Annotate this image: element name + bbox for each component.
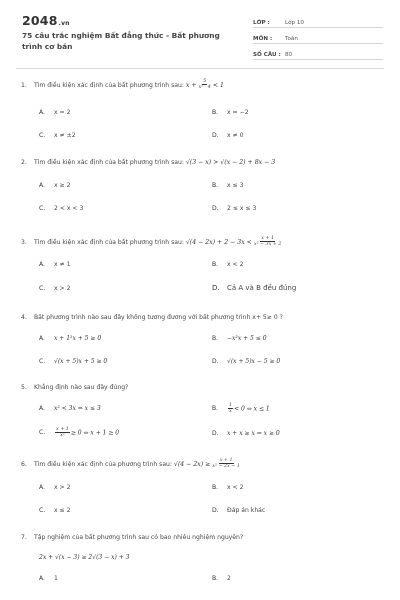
question-stem: 5. Khẳng định nào sau đây đúng? xyxy=(21,384,129,391)
meta-value: Lớp 10 xyxy=(285,20,304,26)
option-c[interactable]: C. √(x + 5)x + 5 ≥ 0 xyxy=(39,358,108,365)
question-stem: 7. Tập nghiệm của bất phương trình sau có bao nhiêu nghiệm nguyên? xyxy=(21,534,244,541)
question-4 xyxy=(21,313,381,375)
option-b[interactable]: B. x ≤ 3 xyxy=(212,182,244,189)
meta-info xyxy=(253,14,383,62)
option-d[interactable]: D. x + x ≥ x ⇔ x ≥ 0 xyxy=(212,430,280,437)
option-a[interactable]: A. x² < 3x ⇔ x ≤ 3 xyxy=(39,405,101,412)
option-c[interactable]: C. x ≤ 2 xyxy=(39,507,71,514)
page-title: 75 câu trắc nghiệm Bất đẳng thức - Bất phương trình cơ bản xyxy=(22,31,220,51)
meta-value: Toán xyxy=(285,36,298,42)
option-d[interactable]: D. Đáp án khác xyxy=(212,507,266,514)
option-a[interactable]: A. x ≥ 2 xyxy=(39,182,71,189)
question-stem: 4. Bất phương trình nào sau đây không tương đương với bất phương trình x+ 5≥ 0 ? xyxy=(21,314,283,321)
question-5 xyxy=(21,383,381,449)
meta-row-class xyxy=(253,14,383,28)
site-logo[interactable]: 2048.vn xyxy=(22,13,70,28)
question-stem: 2. Tìm điều kiện xác định của bất phương trình sau: √(3 − x) > √(x − 2) + 8x − 3 xyxy=(21,159,276,166)
option-a[interactable]: A. x > 2 xyxy=(39,484,71,491)
meta-label: MÔN : xyxy=(253,36,273,42)
option-a[interactable]: A. x ≠ 1 xyxy=(39,261,71,268)
option-b[interactable]: B. −x²x + 5 ≤ 0 xyxy=(212,335,267,342)
meta-label: LỚP : xyxy=(253,20,270,26)
option-c[interactable]: C. 2 < x < 3 xyxy=(39,205,84,212)
question-2 xyxy=(21,158,381,220)
question-stem: 3. Tìm điều kiện xác định của bất phương trình sau: √(4 − 2x) + 2 − 3x < $\frac{x + 1}{\text{x² − 3x + 2}}$ xyxy=(21,236,282,248)
header-divider xyxy=(16,68,384,69)
option-d[interactable]: D. x ≠ 0 xyxy=(212,132,244,139)
question-6 xyxy=(21,458,381,522)
meta-value: 80 xyxy=(285,52,293,58)
option-a[interactable]: A. x + 1²x + 5 ≥ 0 xyxy=(39,335,102,342)
question-stem: 6. Tìm điều kiện xác định của phương trình sau: √(4 − 2x) ≥ $\frac{x + 1}{\text{x² − 2x − 1}}$ xyxy=(21,458,240,470)
option-d[interactable]: D. 2 ≤ x ≤ 3 xyxy=(212,205,257,212)
question-7 xyxy=(21,533,381,593)
option-d[interactable]: D. √(x + 5)x − 5 ≥ 0 xyxy=(212,358,281,365)
meta-label: SỐ CÂU : xyxy=(253,52,281,58)
option-c[interactable]: C. x ≠ ±2 xyxy=(39,132,76,139)
option-c[interactable]: C. $\frac{x + 1}{\text{x²}}$ ≥ 0 ⇔ x + 1 ≥ 0 xyxy=(39,427,120,439)
question-3 xyxy=(21,236,381,302)
question-formula: 2x + √(x − 3) ≥ 2√(3 − x) + 3 xyxy=(39,554,130,561)
option-b[interactable]: B. 2 xyxy=(212,575,231,582)
meta-row-subject xyxy=(253,30,383,44)
option-c[interactable]: C. x > 2 xyxy=(39,285,71,292)
option-a[interactable]: A. 1 xyxy=(39,575,58,582)
option-b[interactable]: B. x = −2 xyxy=(212,109,249,116)
option-d[interactable]: D. Cả A và B đều đúng xyxy=(212,284,297,292)
question-1 xyxy=(21,79,381,149)
option-a[interactable]: A. x = 2 xyxy=(39,109,71,116)
meta-row-count xyxy=(253,46,383,60)
option-b[interactable]: B. x < 2 xyxy=(212,484,244,491)
page-header xyxy=(0,0,400,66)
option-b[interactable]: B. x < 2 xyxy=(212,261,244,268)
question-stem: 1. Tìm điều kiện xác định của bất phương trình sau: x + $\frac{5}{\text{x² - 4}}$ < 1 xyxy=(21,79,224,91)
option-b[interactable]: B. $\frac{1}{x}$ < 0 ⇔ x ≤ 1 xyxy=(212,403,270,415)
